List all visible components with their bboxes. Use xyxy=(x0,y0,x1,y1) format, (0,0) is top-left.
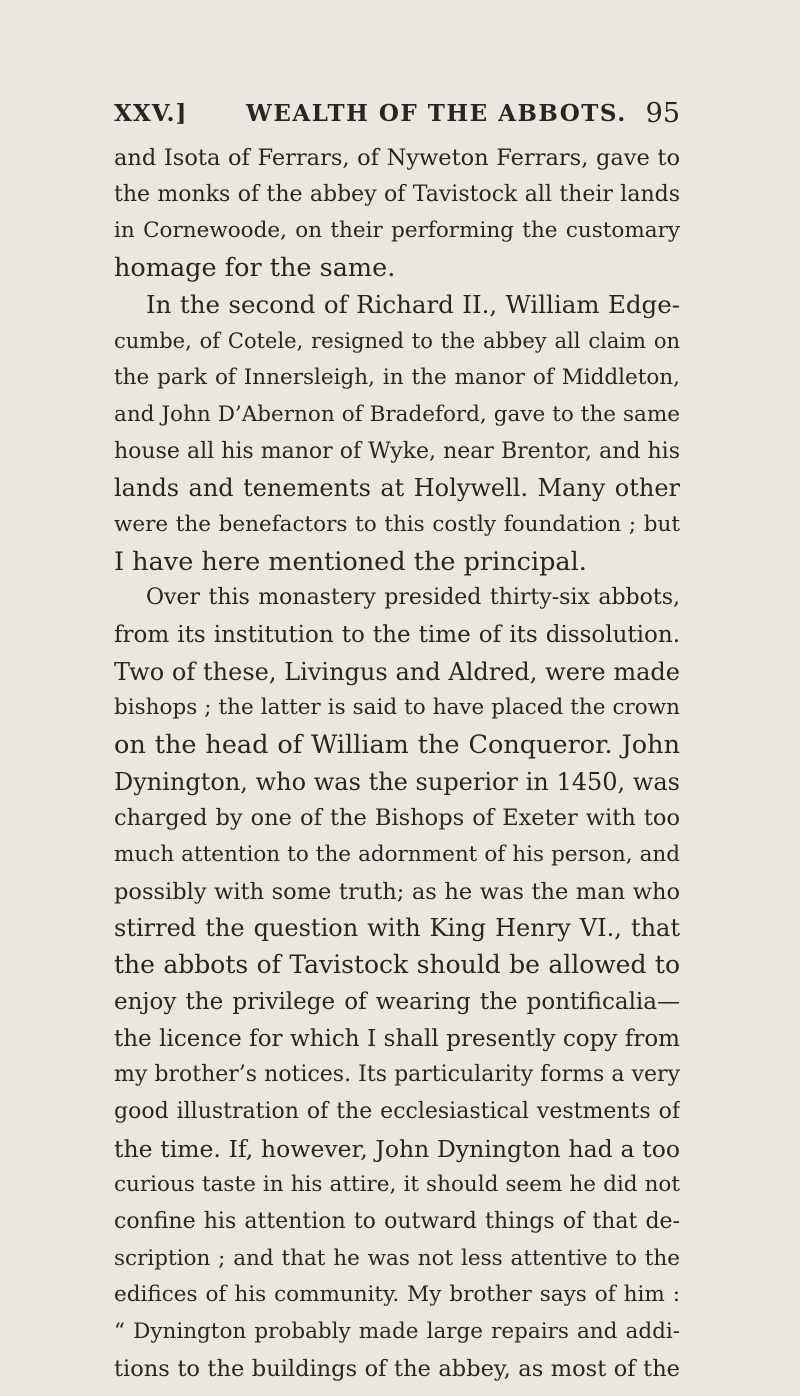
text-line: were the benefactors to this costly foundation ; but xyxy=(114,511,680,537)
chapter-marker: XXV.] xyxy=(114,100,188,127)
text-line: charged by one of the Bishops of Exeter with too xyxy=(114,805,680,832)
text-line: in Cornewoode, on their performing the customary xyxy=(114,218,680,244)
text-line: the monks of the abbey of Tavistock all their lands xyxy=(114,181,680,207)
text-line: from its institution to the time of its dissolution. xyxy=(114,621,680,648)
text-line: and Isota of Ferrars, of Nyweton Ferrars, gave to xyxy=(114,145,680,171)
text-line: Dynington, who was the superior in 1450, was xyxy=(114,767,680,796)
text-line: good illustration of the ecclesiastical vestments of xyxy=(114,1098,680,1124)
running-title: WEALTH OF THE ABBOTS. xyxy=(246,100,627,127)
text-line: much attention to the adornment of his person, and xyxy=(114,842,680,868)
text-line: and John D’Abernon of Bradeford, gave to the same xyxy=(114,401,680,427)
text-line: the licence for which I shall presently copy from xyxy=(114,1025,680,1052)
text-line: lands and tenements at Holywell. Many other xyxy=(114,474,680,503)
text-line: stirred the question with King Henry VI., that xyxy=(114,914,680,943)
text-line: the park of Innersleigh, in the manor of Middleton, xyxy=(114,365,680,391)
text-line: In the second of Richard II., William Edge- xyxy=(146,289,680,319)
text-line: possibly with some truth; as he was the man who xyxy=(114,878,680,905)
text-line: “ Dynington probably made large repairs and addi- xyxy=(114,1319,680,1344)
text-line: Over this monastery presided thirty-six abbots, xyxy=(146,585,680,611)
text-line: the time. If, however, John Dynington had a too xyxy=(114,1134,680,1163)
body-text xyxy=(114,140,680,1387)
text-line: the abbots of Tavistock should be allowed to xyxy=(114,950,680,980)
text-line: on the head of William the Conqueror. John xyxy=(114,730,680,760)
text-line: I have here mentioned the principal. xyxy=(114,546,587,577)
text-line: edifices of his community. My brother says of him : xyxy=(114,1282,680,1308)
text-line: bishops ; the latter is said to have placed the crown xyxy=(114,695,680,721)
running-head xyxy=(114,100,680,136)
text-line: tions to the buildings of the abbey, as most of the xyxy=(114,1355,680,1382)
text-line: homage for the same. xyxy=(114,253,396,284)
text-line: enjoy the privilege of wearing the pontificalia— xyxy=(114,988,680,1015)
text-line: scription ; and that he was not less attentive to the xyxy=(114,1245,680,1271)
text-line: house all his manor of Wyke, near Brentor, and his xyxy=(114,438,680,464)
text-line: my brother’s notices. Its particularity forms a very xyxy=(114,1062,680,1088)
text-line: cumbe, of Cotele, resigned to the abbey all claim on xyxy=(114,329,680,354)
text-line: confine his attention to outward things of that de- xyxy=(114,1208,680,1234)
text-line: curious taste in his attire, it should seem he did not xyxy=(114,1172,680,1198)
page-number: 95 xyxy=(645,98,680,129)
text-line: Two of these, Livingus and Aldred, were made xyxy=(114,657,680,686)
